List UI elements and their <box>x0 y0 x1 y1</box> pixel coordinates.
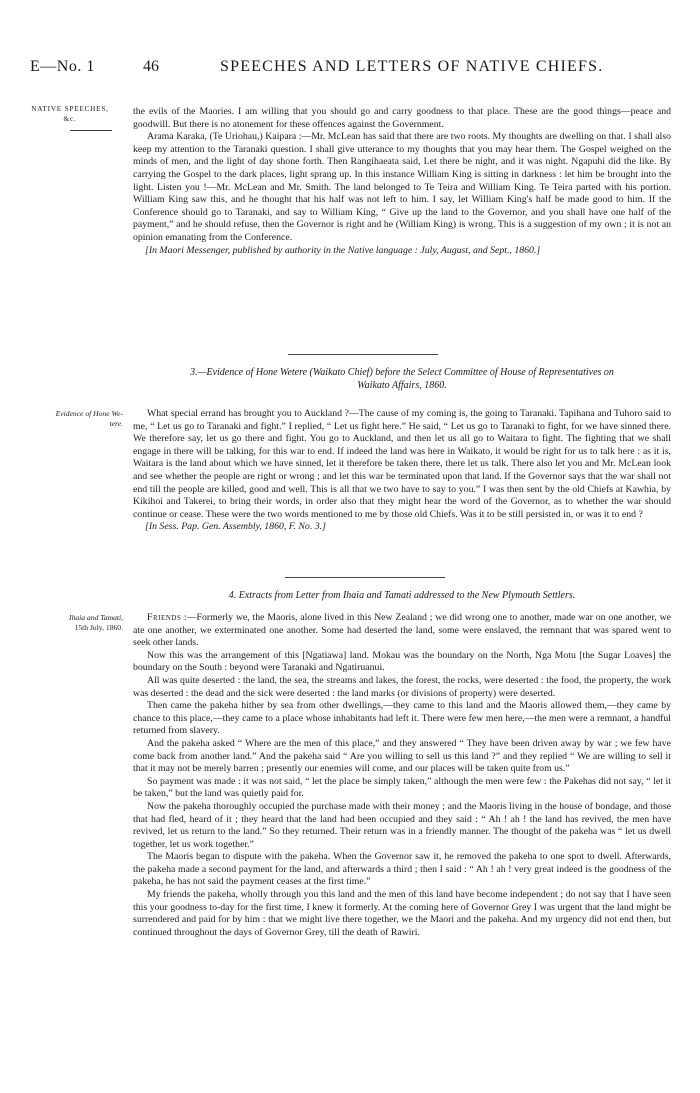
margin-note-line: NATIVE SPEECHES, <box>31 105 109 113</box>
margin-note-line: &c. <box>63 115 77 123</box>
section-divider <box>285 577 445 578</box>
margin-note-hone-wetere <box>8 409 123 429</box>
section-title-line: Waikato Affairs, 1860. <box>357 379 447 391</box>
margin-rule <box>70 130 112 131</box>
paragraph: All was quite deserted : the land, the sea, the streams and lakes, the forest, the rocks, were deserted : the food, the property, the work was deserted : the dead and the sick were deserted : the land marks (or divisions of property) were deserted. <box>133 674 671 699</box>
citation: [In Sess. Pap. Gen. Assembly, 1860, F. No. 3.] <box>145 521 326 533</box>
paragraph: My friends the pakeha, wholly through you this land and the men of this land have become independent ; do not say that I have seen this your goodness to-day for the first time, I knew it formerly. At the coming here of Governor Grey I was urgent that the land might be surrendered and paid for by him : that we might live there together, we the Maori and the pakeha. And my urgency did not end then, but continued throughout the days of Governor Grey, till the death of Rawiri. <box>133 889 671 938</box>
margin-note-line: 15th July, 1860. <box>74 623 123 632</box>
paragraph: Now the pakeha thoroughly occupied the purchase made with their money ; and the Maoris living in the house of bondage, and those that had fled, heard of it ; they heard that the land had been occupied and they said : “ Ah ! ah ! the land has revived, the men have revived, let us return to the land.” So they returned. Their return was in a friendly manner. The thought of the pakeha was “ let us dwell together, let us work together.” <box>133 800 671 850</box>
section-title-ihaia-tamati: 4. Extracts from Letter from Ihaia and Tamati addressed to the New Plymouth Settlers. <box>228 590 576 601</box>
paragraph: So payment was made : it was not said, “ let the place be simply taken,” although the men were few : the Pakehas did not say, “ let it be taken,” but the land was quietly paid for. <box>133 775 671 800</box>
section-title-hone-wetere <box>133 367 671 392</box>
salutation: Friends <box>147 612 182 623</box>
margin-note-ihaia-tamati <box>8 613 123 633</box>
margin-note-line: Ihaia and Tamati, <box>69 613 123 622</box>
paragraph: Arama Karaka, (Te Uriohau,) Kaipara :—Mr. McLean has said that there are two roots. My thoughts are dwelling on that. I shall also keep my attention to the Taranaki question. I shall give utterance to my thoughts that you may hear them. The Gospel weighed on the minds of men, and the light of day shone forth. Then Rangihaeata said, Let there be night, and it was night. Ngapuhi did the like. By carrying the Gospel to the dark places, light sprang up. In this instance William King is sitting in darkness : let him be brought into the light. Listen you !—Mr. McLean and Mr. Smith. The land belonged to Te Teira and William King. Te Teira parted with his portion. William King saw this, and he thought that his half was not left to him. I say, let William King's half be made good to him. If the Conference should go to Taranaki, and say to William King, “ Give up the land to the Governor, and you shall have one half of the payment,” and he should refuse, then the Governor is right and he (William King) is wrong. This is a suggestion of my own ; it is not an opinion emanating from the Conference. <box>133 131 671 243</box>
paragraph: What special errand has brought you to Auckland ?—The cause of my coming is, the going to Taranaki. Tapihana and Tuhoro said to me, “ Let us go to Taranaki and fight.” I replied, “ Let us fight here.” He said, “ Let us go to Taranaki to fight, for we have sinned there. We therefore say, let us go there and fight. You go to Auckland, and then let us all go to Waitara to fight. The fighting that we shall engage in there will be talking, for this war to end. If indeed the land was here in Waikato, it would be right for us to talk here : as it is, Waitara is the land about which we have sinned, let it therefore be taken there, there let us talk. There also let you and Mr. McLean look and see whether the people are right or wrong ; and let this war be terminated upon that land. If the Governor says that the war shall not end till the people are killed, good and well. This is all that we two have to say to you.” I was then sent by the old Chiefs at Kawhia, by Kikihoi and Takerei, to bring their words, in order also that they might hear the word of the Governor, as to whether the war should continue or cease. These were the two words mentioned to me by those old Chiefs. Was it to be still persisted in, or was it to end ? <box>133 408 671 520</box>
paragraph: Now this was the arrangement of this [Ngatiawa] land. Mokau was the boundary on the North, Nga Motu [the Sugar Loaves] the boundary on the South : beyond were Taranaki and Ngatiruanui. <box>133 649 671 674</box>
paragraph: The Maoris began to dispute with the pakeha. When the Governor saw it, he removed the pakeha to one spot to dwell. Afterwards, the pakeha made a second payment for the land, and afterwards a third ; then I said : “ Ah ! ah ! very great indeed is the goodness of the pakeha, he has not said the payment ceases at the first time.” <box>133 851 671 888</box>
margin-note-line: Evidence of Hone We- <box>55 409 123 418</box>
paragraph: Then came the pakeha hither by sea from other dwellings,—they came to this land and the Maoris allowed them,—they came by chance to this place,—they came to a place whose inhabitants had left it. There were few men here,—the men were a remnant, a handful returned from slavery. <box>133 700 671 737</box>
paragraph-text: :—Formerly we, the Maoris, alone lived in this New Zealand ; we did wrong one to another, made war on one another, we ate one another, we exterminated one another. Some had deserted the land, some were enslaved, the remnant that was spared went to seek other lands. <box>133 612 671 649</box>
page-title: SPEECHES AND LETTERS OF NATIVE CHIEFS. <box>220 58 604 75</box>
margin-note-native-speeches <box>20 104 120 124</box>
running-header <box>20 58 680 82</box>
margin-note-line: tere. <box>109 419 123 428</box>
section-ihaia-tamati-letter <box>133 612 671 939</box>
section-hone-wetere <box>133 408 671 534</box>
paragraph: the evils of the Maories. I am willing that you should go and carry goodness to that place. These are the good things—peace and goodwill. But there is no atonement for these offences against the Government. <box>133 106 671 130</box>
section-divider <box>288 354 438 355</box>
section-conference-speeches <box>133 106 671 257</box>
paragraph <box>133 612 671 650</box>
section-title-line: 3.—Evidence of Hone Wetere (Waikato Chief) before the Select Committee of House of Representatives on <box>190 367 614 378</box>
paragraph: And the pakeha asked “ Where are the men of this place,” and they answered “ They have been driven away by war ; we few have come back from another land.” And the pakeha said “ Are you willing to sell us this land ?” and they replied “ We are willing to sell it that it may not be merely barren ; presently our enemies will come, and our places will be taken quite from us.” <box>133 737 671 775</box>
paper-reference: E—No. 1 <box>30 58 95 75</box>
citation: [In Maori Messenger, published by authority in the Native language : July, August, and Sept., 1860.] <box>145 244 541 256</box>
page-number: 46 <box>143 58 159 75</box>
